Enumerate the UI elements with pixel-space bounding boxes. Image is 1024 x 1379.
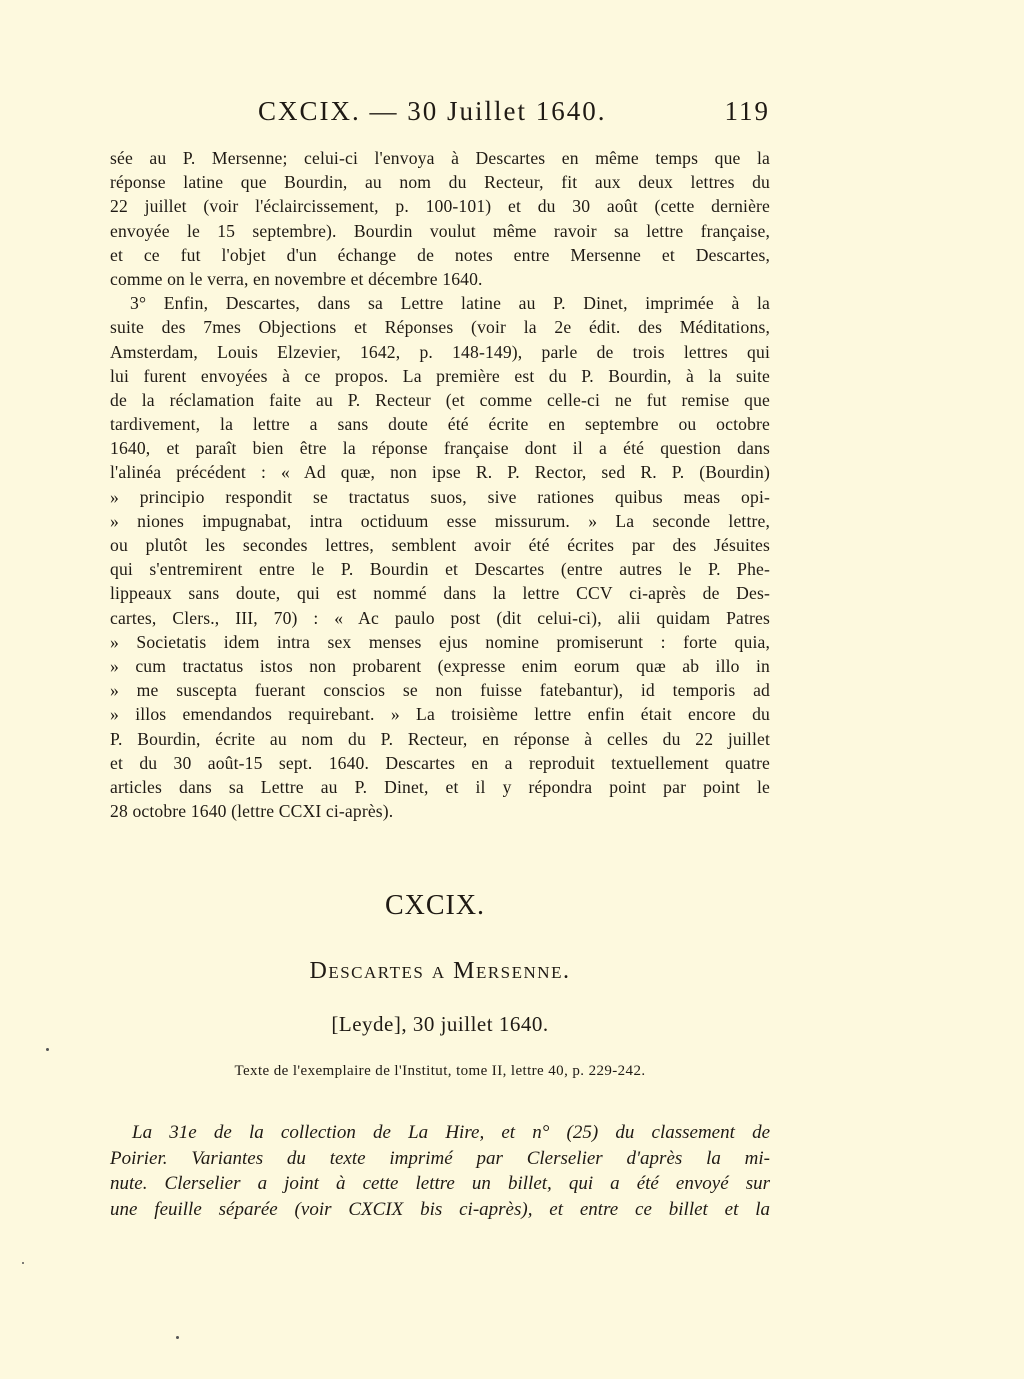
text-line: » niones impugnabat, intra octiduum esse missurum. » La seconde lettre, [110,510,770,531]
paper-speck [46,1048,49,1051]
text-line: ou plutôt les secondes lettres, semblent avoir été écrites par des Jésuites [110,535,770,555]
text-line: tardivement, la lettre a sans doute été écrite en septembre ou octobre [110,414,770,435]
text-line: de la réclamation faite au P. Recteur (et comme celle-ci ne fut remise que [110,389,770,410]
editorial-note [110,1120,770,1222]
paper-speck [176,1336,179,1339]
running-head [110,96,770,130]
text-line: et ce fut l'objet d'un échange de notes entre Mersenne et Descartes, [110,244,770,265]
text-line: et du 30 août-15 sept. 1640. Descartes en a reproduit textuellement quatre [110,752,770,773]
text-line: » illos emendandos requirebant. » La troisième lettre enfin était encore du [110,704,770,725]
text-line: l'alinéa précédent : « Ad quæ, non ipse R. P. Rector, sed R. P. (Bourdin) [110,462,770,483]
body-text [110,146,770,823]
text-line: » Societatis idem intra sex menses ejus nomine promiserunt : forte quia, [110,631,770,652]
text-line: articles dans sa Lettre au P. Dinet, et il y répondra point par point le [110,776,770,797]
text-line: P. Bourdin, écrite au nom du P. Recteur, en réponse à celles du 22 juillet [110,728,770,749]
text-line: 3° Enfin, Descartes, dans sa Lettre latine au P. Dinet, imprimée à la [130,293,770,314]
note-line: La 31e de la collection de La Hire, et n° (25) du classement de [132,1122,770,1143]
text-line: qui s'entremirent entre le P. Bourdin et Descartes (entre autres le P. Phe- [110,559,770,580]
text-line: suite des 7mes Objections et Réponses (voir la 2e édit. des Méditations, [110,317,770,338]
paper-speck [22,1262,24,1264]
text-line: » me suscepta fuerant conscios se non fuisse fatebantur), id temporis ad [110,680,770,701]
text-line: sée au P. Mersenne; celui-ci l'envoya à Descartes en même temps que la [110,148,770,168]
source-note: Texte de l'exemplaire de l'Institut, tome II, lettre 40, p. 229-242. [234,1063,646,1079]
letter-heading: Descartes a Mersenne. [309,958,571,984]
text-line: réponse latine que Bourdin, au nom du Recteur, fit aux deux lettres du [110,172,770,193]
page-number: 119 [724,96,770,126]
text-line: lui furent envoyées à ce propos. La première est du P. Bourdin, à la suite [110,365,770,386]
letter-date: [Leyde], 30 juillet 1640. [331,1012,549,1036]
text-line: 28 octobre 1640 (lettre CCXI ci-après). [110,801,394,822]
text-line: » cum tractatus istos non probarent (expresse enim eorum quæ ab illo in [110,655,770,676]
text-line: lippeaux sans doute, qui est nommé dans la lettre CCV ci-après de Des- [110,583,770,604]
text-line: » principio respondit se tractatus suos, sive rationes quibus meas opi- [110,486,770,507]
note-line: une feuille séparée (voir CXCIX bis ci-après), et entre ce billet et la [110,1198,770,1220]
note-line: Poirier. Variantes du texte imprimé par Clerselier d'après la mi- [110,1147,770,1169]
text-line: comme on le verra, en novembre et décembre 1640. [110,268,483,289]
text-line: envoyée le 15 septembre). Bourdin voulut même ravoir sa lettre française, [110,220,770,241]
running-head-title: CXCIX. — 30 Juillet 1640. [258,96,607,126]
text-line: 22 juillet (voir l'éclaircissement, p. 100-101) et du 30 août (cette dernière [110,196,770,217]
text-line: cartes, Clers., III, 70) : « Ac paulo post (dit celui-ci), alii quidam Patres [110,607,770,628]
text-line: 1640, et paraît bien être la réponse française dont il a été question dans [110,438,770,459]
text-line: Amsterdam, Louis Elzevier, 1642, p. 148-149), parle de trois lettres qui [110,341,770,362]
note-line: nute. Clerselier a joint à cette lettre un billet, qui a été envoyé sur [110,1173,770,1194]
section-number: CXCIX. [384,890,486,921]
